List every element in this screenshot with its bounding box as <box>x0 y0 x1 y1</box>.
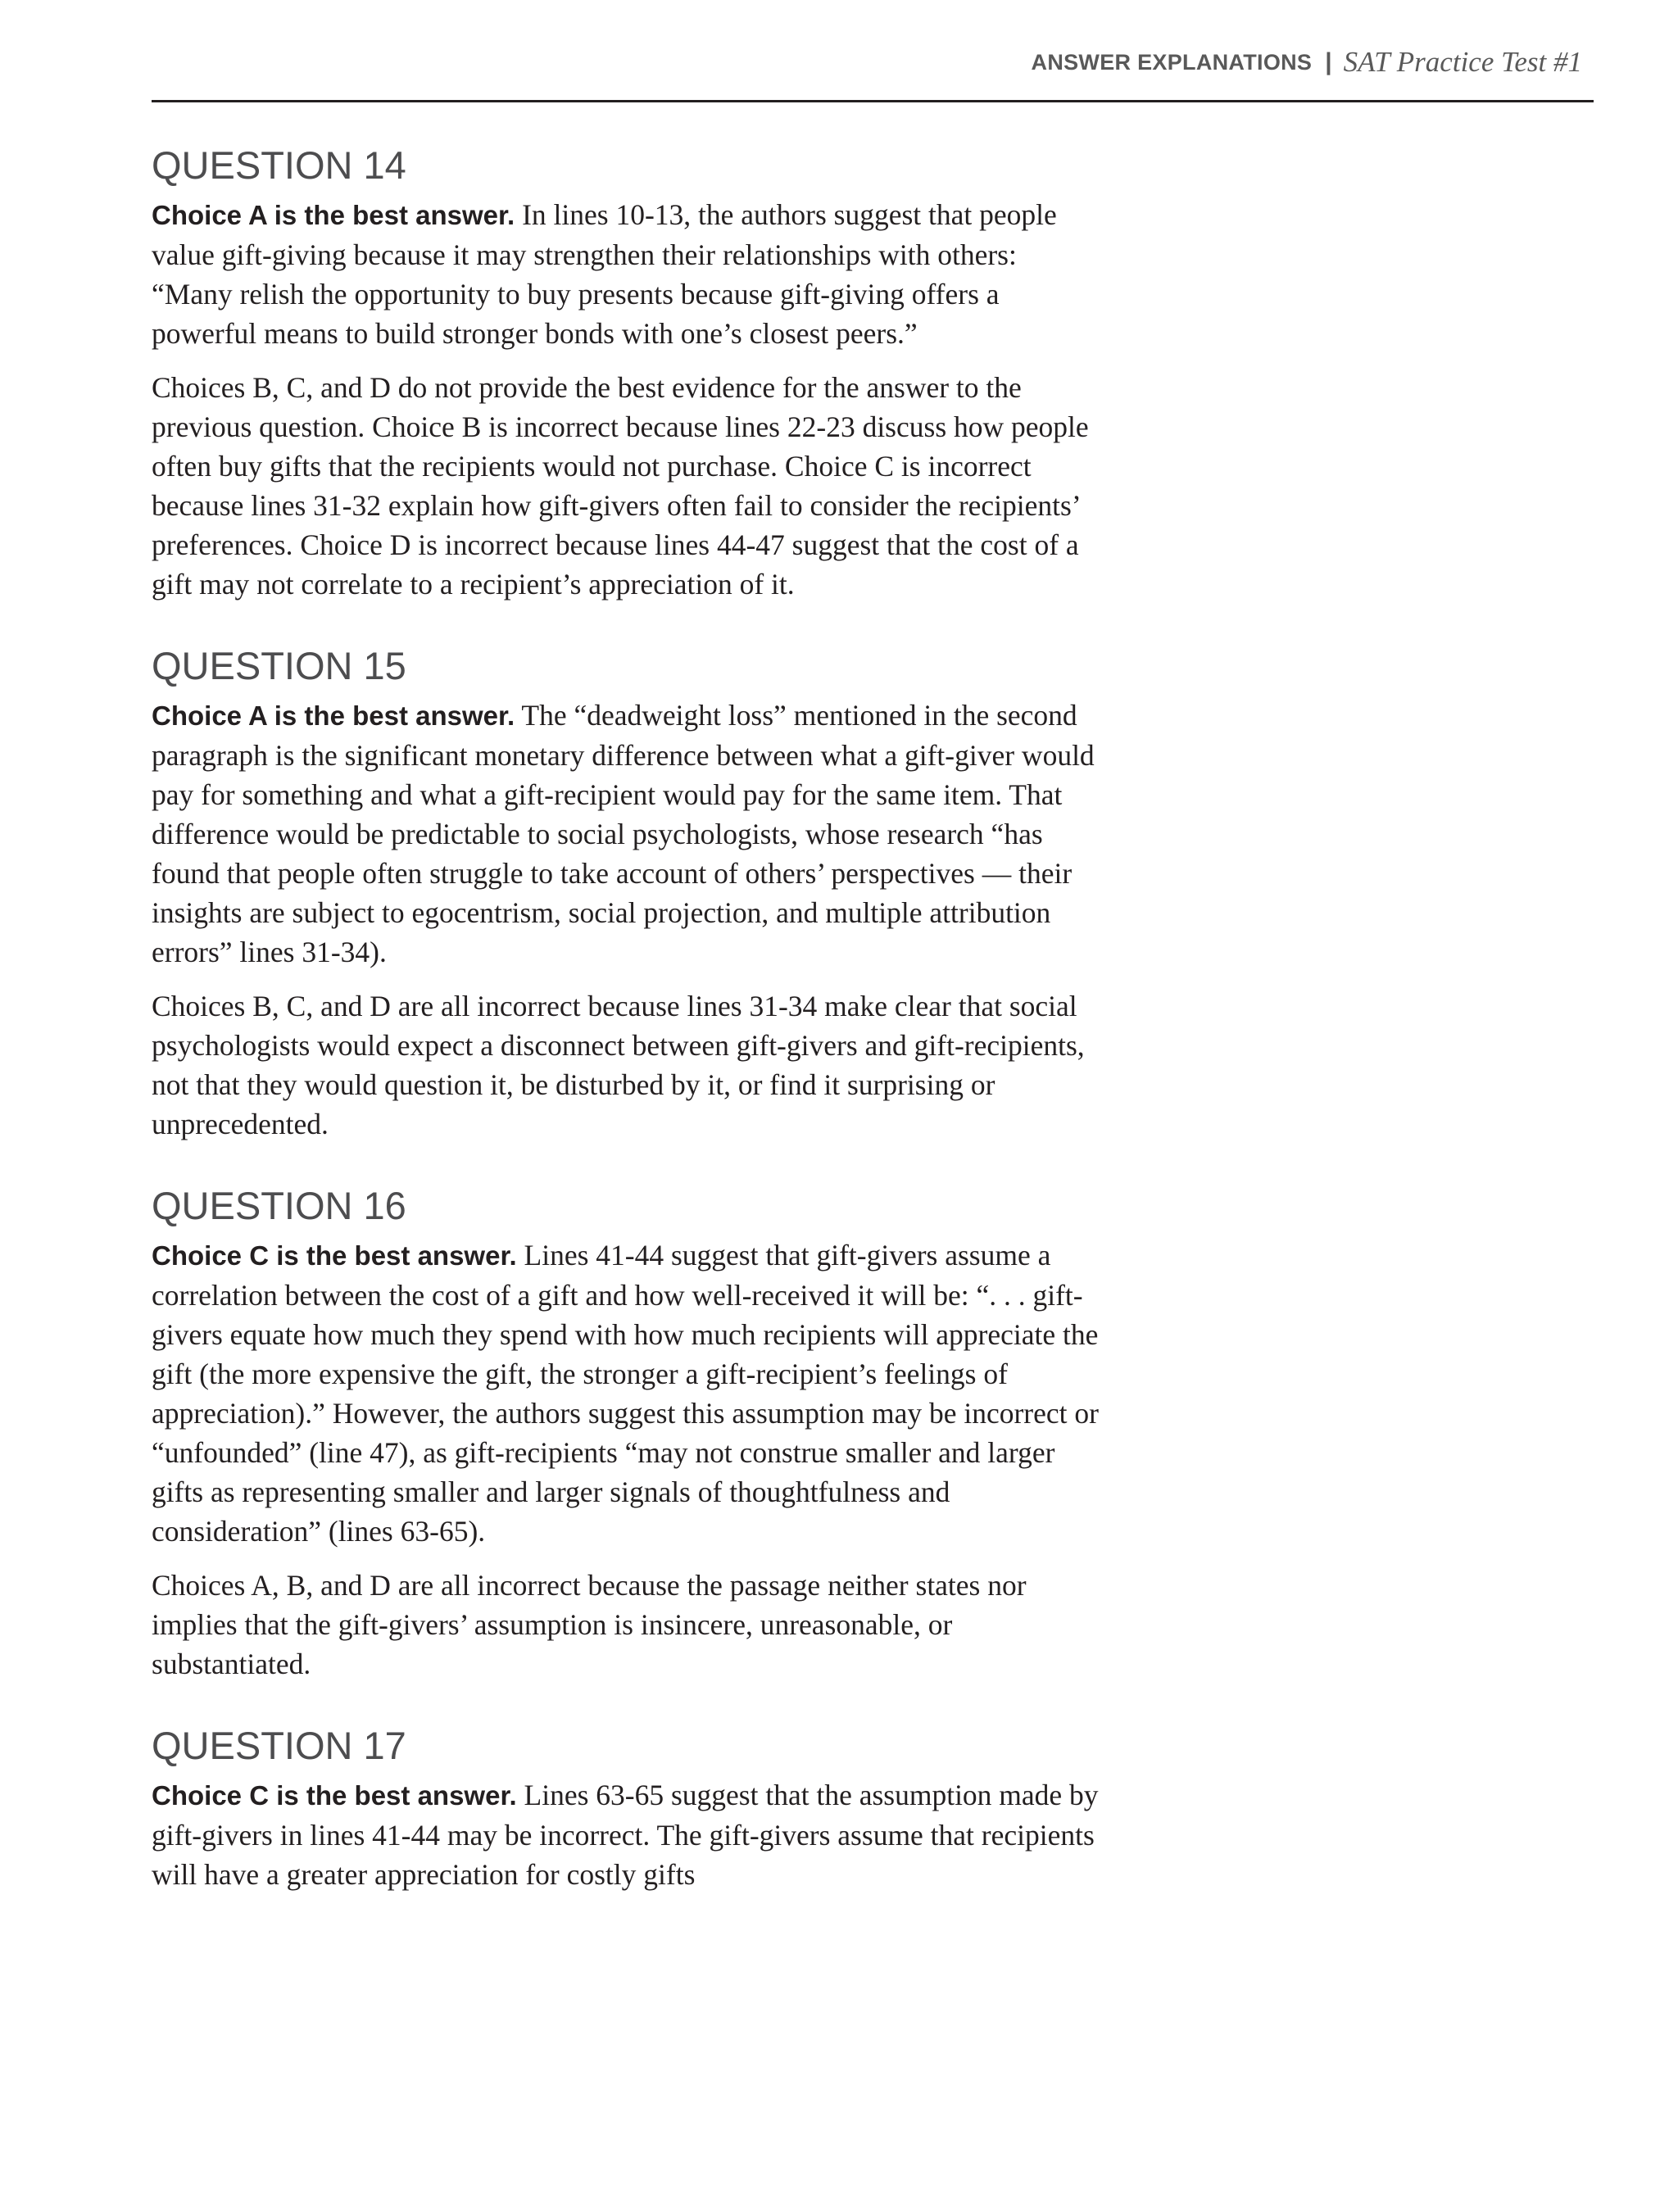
question-16 <box>152 1180 1102 1684</box>
question-title: QUESTION 17 <box>152 1724 406 1767</box>
question-title: QUESTION 14 <box>152 143 406 187</box>
header-separator: | <box>1325 48 1332 75</box>
header-section-label: ANSWER EXPLANATIONS <box>1031 49 1313 75</box>
answer-paragraph <box>152 1775 1102 1894</box>
best-answer-lead: Choice A is the best answer. <box>152 700 515 731</box>
header-test-name: SAT Practice Test #1 <box>1343 46 1582 78</box>
page-header <box>1032 43 1582 82</box>
answer-paragraph <box>152 696 1102 972</box>
answer-text: In lines 10-13, the authors suggest that people value gift-giving because it may strengthen their relationships with others: “Many relish the opportunity to buy presents because gift-giving offers a powerful means to build stronger bonds with one’s closest peers.” <box>152 198 1057 350</box>
best-answer-lead: Choice C is the best answer. <box>152 1240 517 1271</box>
answer-text: The “deadweight loss” mentioned in the second paragraph is the significant monetary difference between what a gift-giver would pay for something and what a gift-recipient would pay for the same item. That difference would be predictable to social psychologists, whose research “has found that people often struggle to take account of others’ perspectives — their insights are subject to egocentrism, social projection, and multiple attribution errors” lines 31-34). <box>152 699 1095 968</box>
question-title: QUESTION 16 <box>152 1184 406 1227</box>
question-14 <box>152 139 1102 604</box>
question-15 <box>152 640 1102 1144</box>
answer-explanations <box>152 139 1102 1930</box>
answer-paragraph <box>152 1235 1102 1551</box>
explanation-paragraph: Choices B, C, and D are all incorrect because lines 31-34 make clear that social psychologists would expect a disconnect between gift-givers and gift-recipients, not that they would question it, be disturbed by it, or find it surprising or unprecedented. <box>152 990 1085 1140</box>
answer-paragraph <box>152 195 1102 353</box>
best-answer-lead: Choice C is the best answer. <box>152 1780 517 1811</box>
question-title: QUESTION 15 <box>152 644 406 687</box>
explanation-paragraph: Choices B, C, and D do not provide the best evidence for the answer to the previous question. Choice B is incorrect because lines 22-23 discuss how people often buy gifts that the recipients would not purchase. Choice C is incorrect because lines 31-32 explain how gift-givers often fail to consider the recipients’ preferences. Choice D is incorrect because lines 44-47 suggest that the cost of a gift may not correlate to a recipient’s appreciation of it. <box>152 371 1089 601</box>
explanation-paragraph: Choices A, B, and D are all incorrect because the passage neither states nor implies that the gift-givers’ assumption is insincere, unreasonable, or substantiated. <box>152 1569 1027 1680</box>
best-answer-lead: Choice A is the best answer. <box>152 200 515 230</box>
answer-text: Lines 41-44 suggest that gift-givers assume a correlation between the cost of a gift and how well-received it will be: “. . . gift-givers equate how much they spend with how much recipients will appreciate the gift (the more expensive the gift, the stronger a gift-recipient’s feelings of appreciation).” However, the authors suggest this assumption may be incorrect or “unfounded” (line 47), as gift-recipients “may not construe smaller and larger gifts as representing smaller and larger signals of thoughtfulness and consideration” (lines 63-65). <box>152 1239 1099 1548</box>
answer-text: Lines 63-65 suggest that the assumption made by gift-givers in lines 41-44 may be incorrect. The gift-givers assume that recipients will have a greater appreciation for costly gifts <box>152 1779 1099 1891</box>
header-divider <box>152 100 1594 102</box>
question-17 <box>152 1720 1102 1894</box>
